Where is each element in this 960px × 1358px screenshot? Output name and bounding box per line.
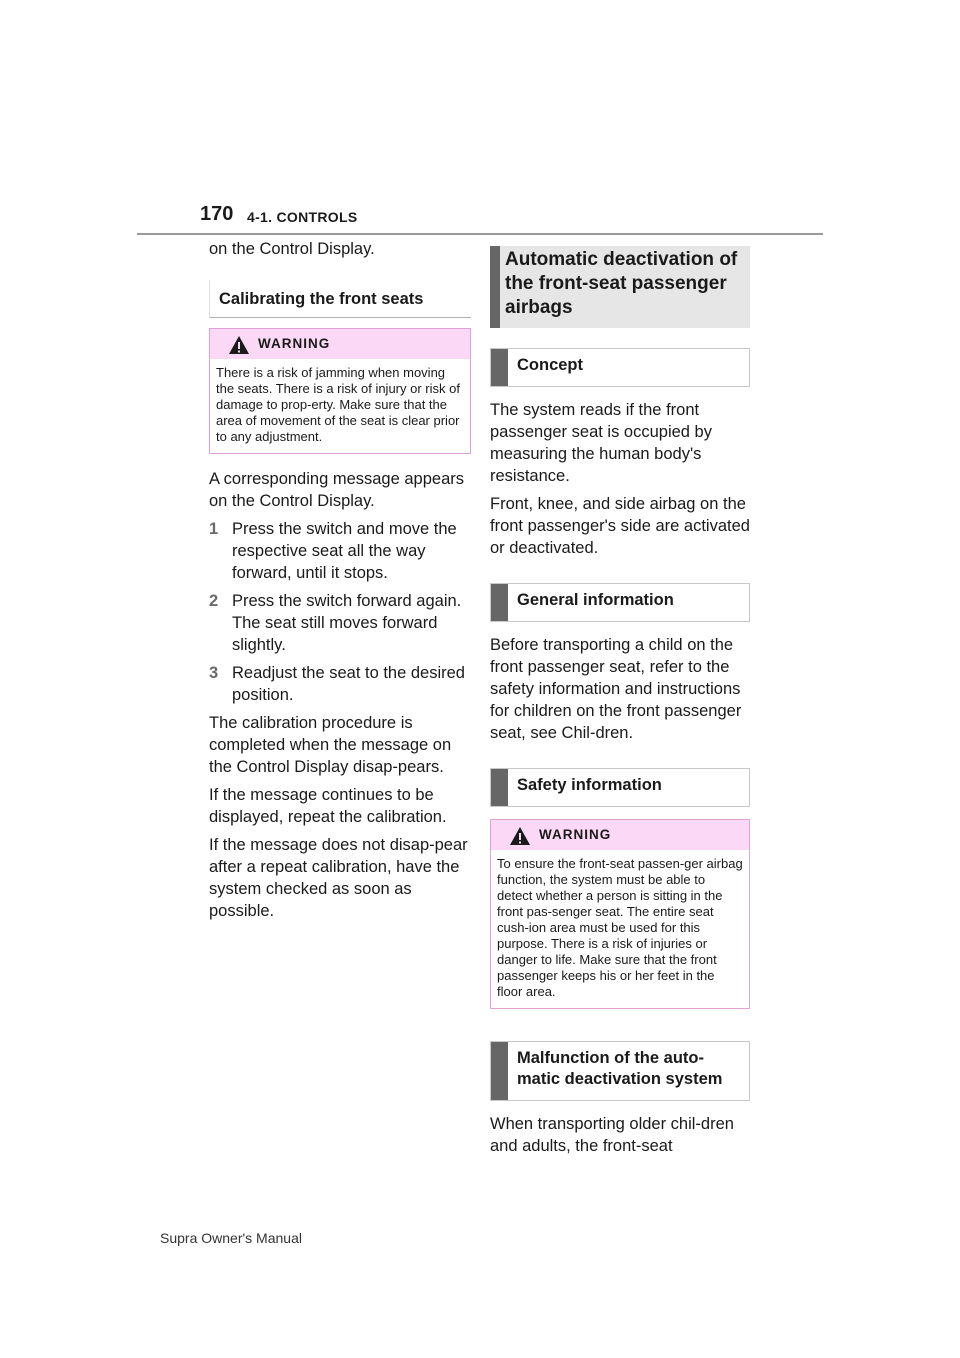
step-text: Press the switch and move the respective seat all the way forward, until it stops. bbox=[232, 520, 457, 582]
paragraph: A corresponding message appears on the Control Display. bbox=[209, 470, 464, 510]
left-column bbox=[209, 238, 471, 928]
footer-text: Supra Owner's Manual bbox=[160, 1230, 302, 1246]
heading-bar bbox=[491, 584, 508, 621]
warning-icon bbox=[509, 826, 531, 846]
step-text: Readjust the seat to the desired position. bbox=[232, 664, 465, 704]
warning-text: To ensure the front-seat passen-ger airbag function, the system must be able to detect whether a person is sitting in the front pas-senger seat. The entire seat cush-ion area must be used for this purpose. There is a risk of injuries or danger to life. Make sure that the front passenger keeps his or her feet in the floor area. bbox=[497, 856, 743, 999]
warning-header bbox=[491, 820, 749, 850]
paragraph: When transporting older chil-dren and adults, the front-seat bbox=[490, 1115, 734, 1155]
calibrating-heading: Calibrating the front seats bbox=[209, 280, 471, 318]
step-text: Press the switch forward again. The seat still moves forward slightly. bbox=[232, 592, 462, 654]
section-label: 4-1. CONTROLS bbox=[247, 209, 358, 225]
heading-bar bbox=[491, 349, 508, 386]
step-item bbox=[209, 662, 471, 706]
paragraph: If the message continues to be displayed, repeat the calibration. bbox=[209, 786, 447, 826]
step-number: 1 bbox=[209, 520, 219, 538]
page-number: 170 bbox=[200, 203, 234, 225]
safety-information-heading bbox=[490, 768, 750, 807]
right-column bbox=[490, 246, 750, 1163]
heading-text: Automatic deactivation of the front-seat passenger airbags bbox=[505, 249, 738, 318]
paragraph: The calibration procedure is completed when the message on the Control Display disap-pears. bbox=[209, 714, 452, 776]
warning-box-safety bbox=[490, 819, 750, 1009]
heading-bar bbox=[491, 1042, 508, 1100]
step-item bbox=[209, 590, 471, 656]
heading-text: General information bbox=[517, 591, 674, 609]
automatic-deactivation-heading bbox=[490, 246, 750, 328]
paragraph: The system reads if the front passenger seat is occupied by measuring the human body's resistance. bbox=[490, 401, 712, 485]
paragraph: If the message does not disap-pear after a repeat calibration, have the system checked as soon as possible. bbox=[209, 836, 468, 920]
heading-bar bbox=[490, 246, 500, 328]
malfunction-heading bbox=[490, 1041, 750, 1101]
heading-text: Malfunction of the auto-matic deactivation system bbox=[517, 1049, 723, 1088]
step-item bbox=[209, 518, 471, 584]
concept-heading bbox=[490, 348, 750, 387]
heading-text: Safety information bbox=[517, 776, 662, 794]
general-information-heading bbox=[490, 583, 750, 622]
warning-box-calibration bbox=[209, 328, 471, 454]
step-number: 3 bbox=[209, 664, 219, 682]
warning-label: WARNING bbox=[258, 336, 331, 351]
intro-text: on the Control Display. bbox=[209, 240, 375, 258]
warning-header bbox=[210, 329, 470, 359]
header-rule bbox=[137, 233, 823, 235]
paragraph: Front, knee, and side airbag on the front passenger's side are activated or deactivated. bbox=[490, 495, 750, 557]
warning-label: WARNING bbox=[539, 827, 612, 842]
warning-text: There is a risk of jamming when moving the seats. There is a risk of injury or risk of damage to prop-erty. Make sure that the area of movement of the seat is clear prior to any adjustment. bbox=[216, 365, 460, 444]
step-number: 2 bbox=[209, 592, 219, 610]
warning-icon bbox=[228, 335, 250, 355]
heading-bar bbox=[491, 769, 508, 806]
heading-text: Concept bbox=[517, 356, 583, 374]
paragraph: Before transporting a child on the front passenger seat, refer to the safety information and instructions for children on the front passenger seat, see Chil-dren. bbox=[490, 636, 742, 742]
